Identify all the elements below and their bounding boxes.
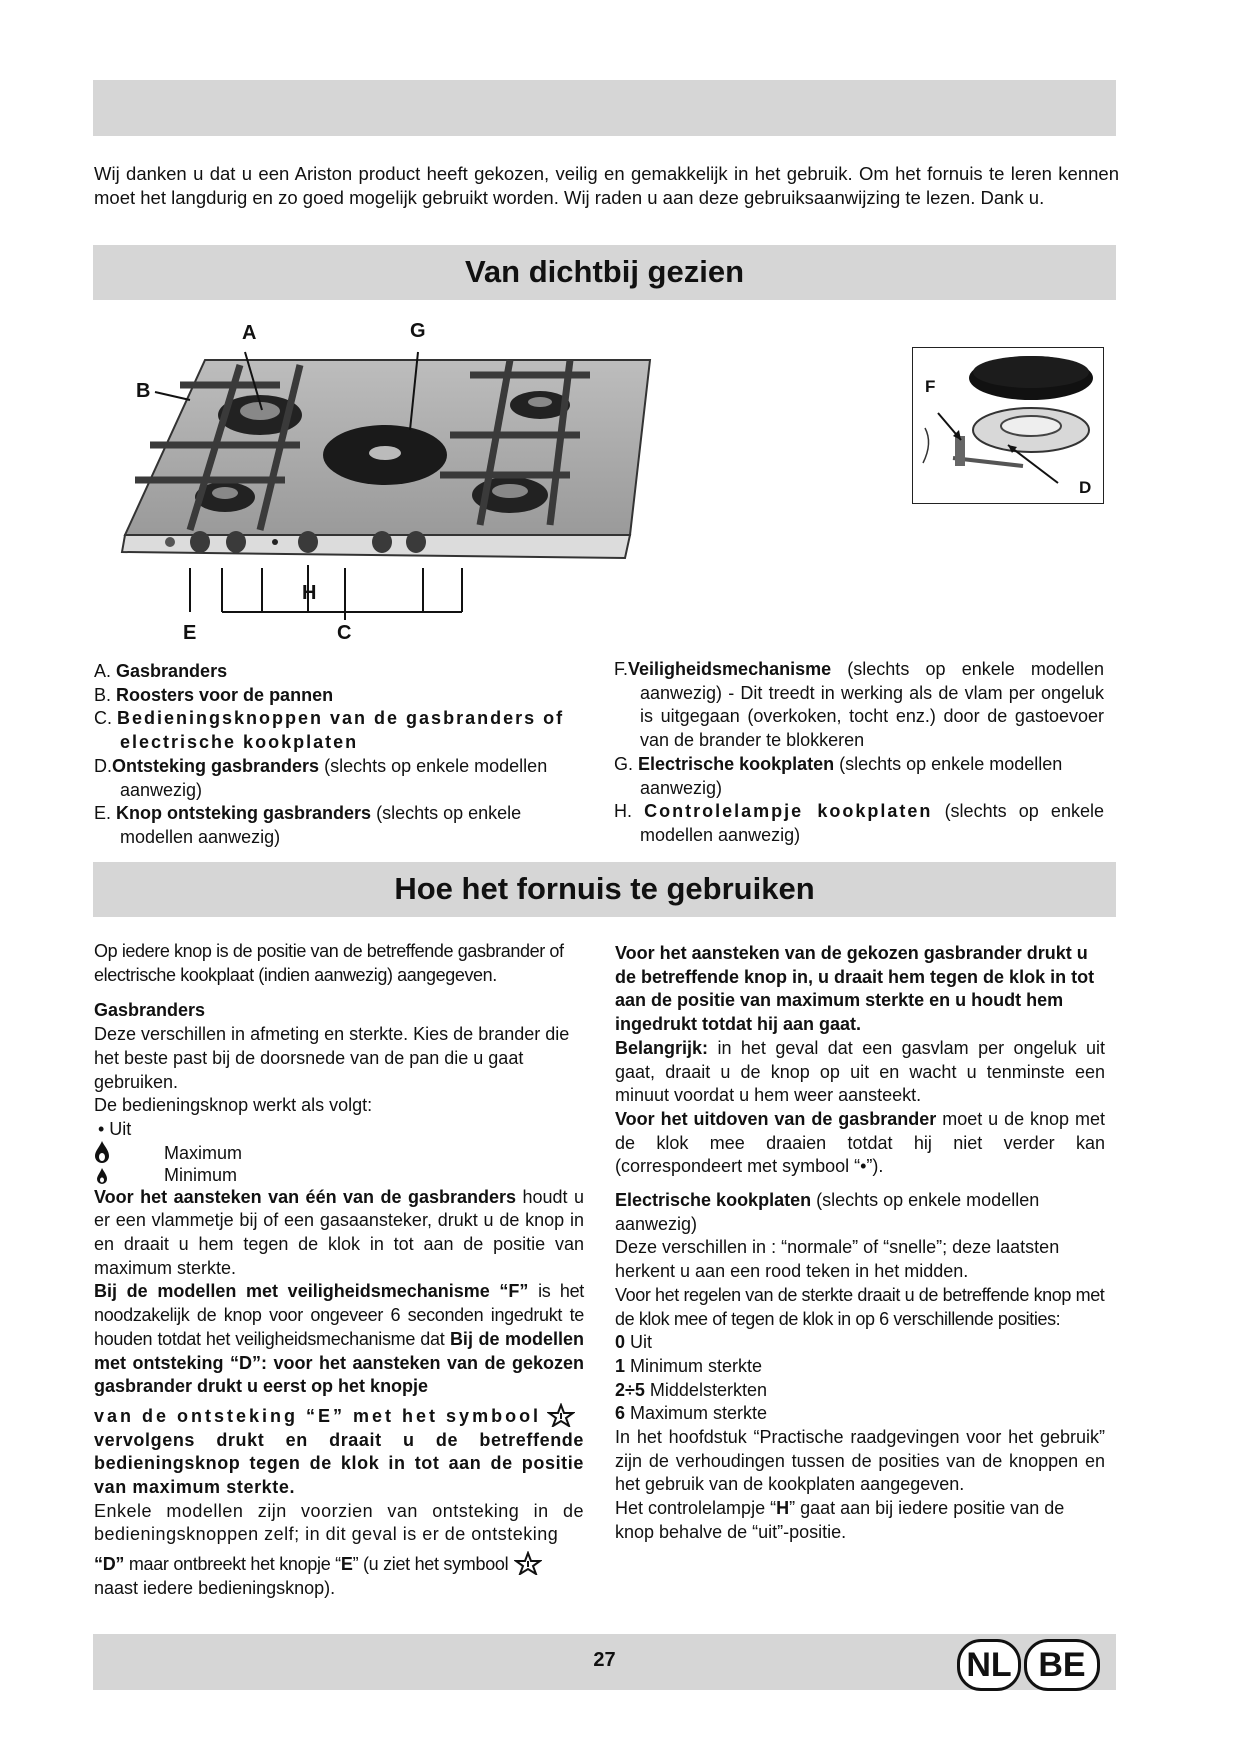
page-number: 27 — [593, 1649, 616, 1671]
label-C: C — [337, 622, 352, 644]
legend-item: F.Veiligheidsmechanisme (slechts op enkele modellen aanwezig) - Dit treedt in werking als de vlam per ongeluk is uitgegaan (overkoken, tocht enz.) door de gastoevoer van de brander te blokkeren — [614, 659, 1104, 751]
label-H: H — [302, 582, 317, 604]
paragraph: Voor het aansteken van de gekozen gasbrander drukt u de betreffende knop in, u draait hem tegen de klok in tot aan de positie van maximum sterkte en u houdt hem ingedrukt totdat hij aan gaat. — [615, 943, 1095, 1035]
section-title: Van dichtbij gezien — [464, 254, 745, 289]
intro-text: Wij danken u dat u een Ariston product heeft gekozen, veilig en gemakkelijk in het gebruik. Om het fornuis te leren kennen moet het langdurig en zo goed mogelijk gebruikt worden. Wij raden u aan deze gebruiksaanwijzing te lezen. Dank u. — [94, 163, 1119, 208]
subheading-gasbranders: Gasbranders — [94, 1000, 206, 1021]
paragraph: van de ontsteking “E” met het symbool — [94, 1403, 584, 1429]
paragraph: Belangrijk: in het geval dat een gasvlam per ongeluk uit gaat, draait u de knop op uit en wacht u tenminste een minuut voordat u hem weer aansteekt. — [615, 1037, 1105, 1106]
paragraph: Op iedere knop is de positie van de betreffende gasbrander of electrische kookplaat (indien aanwezig) aangegeven. — [94, 941, 564, 985]
left-column — [94, 940, 584, 1601]
legend-item: A. Gasbranders — [94, 661, 228, 681]
legend-item: C. Bedieningsknoppen van de gasbranders of electrische kookplaten — [94, 708, 565, 753]
label-D: D — [1079, 478, 1092, 497]
knob-position-uit: • Uit — [98, 1118, 132, 1139]
burner-detail-box — [912, 347, 1104, 504]
knob-position-minimum: Minimum — [94, 1164, 584, 1184]
paragraph: Het controlelampje “H” gaat aan bij iedere positie van de knop behalve de “uit”-positie. — [615, 1498, 1065, 1542]
paragraph: De bedieningsknop werkt als volgt: — [94, 1095, 373, 1116]
legend-item: D.Ontsteking gasbranders (slechts op enkele modellen aanwezig) — [94, 755, 548, 800]
label-E: E — [183, 622, 197, 644]
paragraph: Voor het uitdoven van de gasbrander moet u de knop met de klok mee draaien totdat hij niet verder kan (correspondeert met symbool “•”). — [615, 1108, 1105, 1177]
legend-left — [94, 660, 579, 850]
paragraph: Deze verschillen in : “normale” of “snelle”; deze laatsten herkent u aan een rood teken in het midden. — [615, 1237, 1060, 1282]
knob-position-maximum: Maximum — [94, 1142, 584, 1164]
legend-item: H. Controlelampje kookplaten (slechts op enkele modellen aanwezig) — [614, 801, 1104, 845]
paragraph: Deze verschillen in afmeting en sterkte. Kies de brander die het beste past bij de doorsnede van de pan die u gaat gebruiken. — [94, 1024, 570, 1092]
paragraph: Electrische kookplaten (slechts op enkele modellen aanwezig) — [615, 1190, 1040, 1234]
paragraph: Voor het regelen van de sterkte draait u de betreffende knop met de klok mee of tegen de klok in op 6 verschillende posities: — [615, 1284, 1105, 1329]
label-A: A — [242, 322, 257, 344]
position-item: 1 Minimum sterkte — [615, 1355, 763, 1376]
label-G: G — [410, 320, 426, 342]
burner-detail-illustration — [913, 348, 1103, 503]
small-flame-icon — [96, 1167, 108, 1185]
paragraph: “D” maar ontbreekt het knopje “E” (u ziet het symbool — [94, 1551, 584, 1577]
section-title-bar — [93, 862, 1116, 917]
right-column — [615, 942, 1105, 1545]
legend-item: G. Electrische kookplaten (slechts op enkele modellen aanwezig) — [614, 753, 1063, 798]
legend-item: B. Roosters voor de pannen — [94, 684, 334, 705]
paragraph: Enkele modellen zijn voorzien van ontsteking in de bedieningsknoppen zelf; in dit geval is er de ontsteking — [94, 1500, 584, 1545]
paragraph: Voor het aansteken van één van de gasbranders houdt u er een vlammetje bij of een gasaansteker, drukt u de knop in en draait u hem tegen de klok in tot aan de positie van maximum sterkte. — [94, 1186, 584, 1278]
paragraph: Bij de modellen met veiligheidsmechanisme “F” is het noodzakelijk de knop voor ongeveer 6 seconden ingedrukt te houden totdat het veiligheidsmechanisme dat Bij de modellen met ontsteking “D”: voor het aansteken van de gekozen gasbrander drukt u eerst op het knopje — [94, 1281, 584, 1397]
section-title: Hoe het fornuis te gebruiken — [394, 871, 815, 906]
ignition-spark-icon — [547, 1403, 575, 1427]
legend-right — [614, 658, 1104, 848]
language-badge-be: BE — [1024, 1639, 1100, 1691]
position-item: 2÷5 Middelsterkten — [615, 1379, 767, 1400]
position-item: 6 Maximum sterkte — [615, 1403, 768, 1424]
position-item: 0 Uit — [615, 1332, 653, 1353]
language-badge-nl: NL — [957, 1639, 1021, 1691]
paragraph: naast iedere bedieningsknop). — [94, 1577, 336, 1598]
ignition-spark-icon — [514, 1551, 542, 1575]
large-flame-icon — [94, 1140, 110, 1164]
paragraph: vervolgens drukt en draait u de betreffende bedieningsknop tegen de klok in tot aan de positie van maximum sterkte. — [94, 1429, 584, 1498]
label-F: F — [925, 377, 936, 396]
legend-item: E. Knop ontsteking gasbranders (slechts op enkele modellen aanwezig) — [94, 803, 522, 847]
label-B: B — [136, 380, 151, 402]
paragraph: In het hoofdstuk “Practische raadgevingen voor het gebruik” zijn de verhoudingen tussen de posities van de knoppen en het gebruik van de kookplaten aangegeven. — [615, 1427, 1105, 1495]
